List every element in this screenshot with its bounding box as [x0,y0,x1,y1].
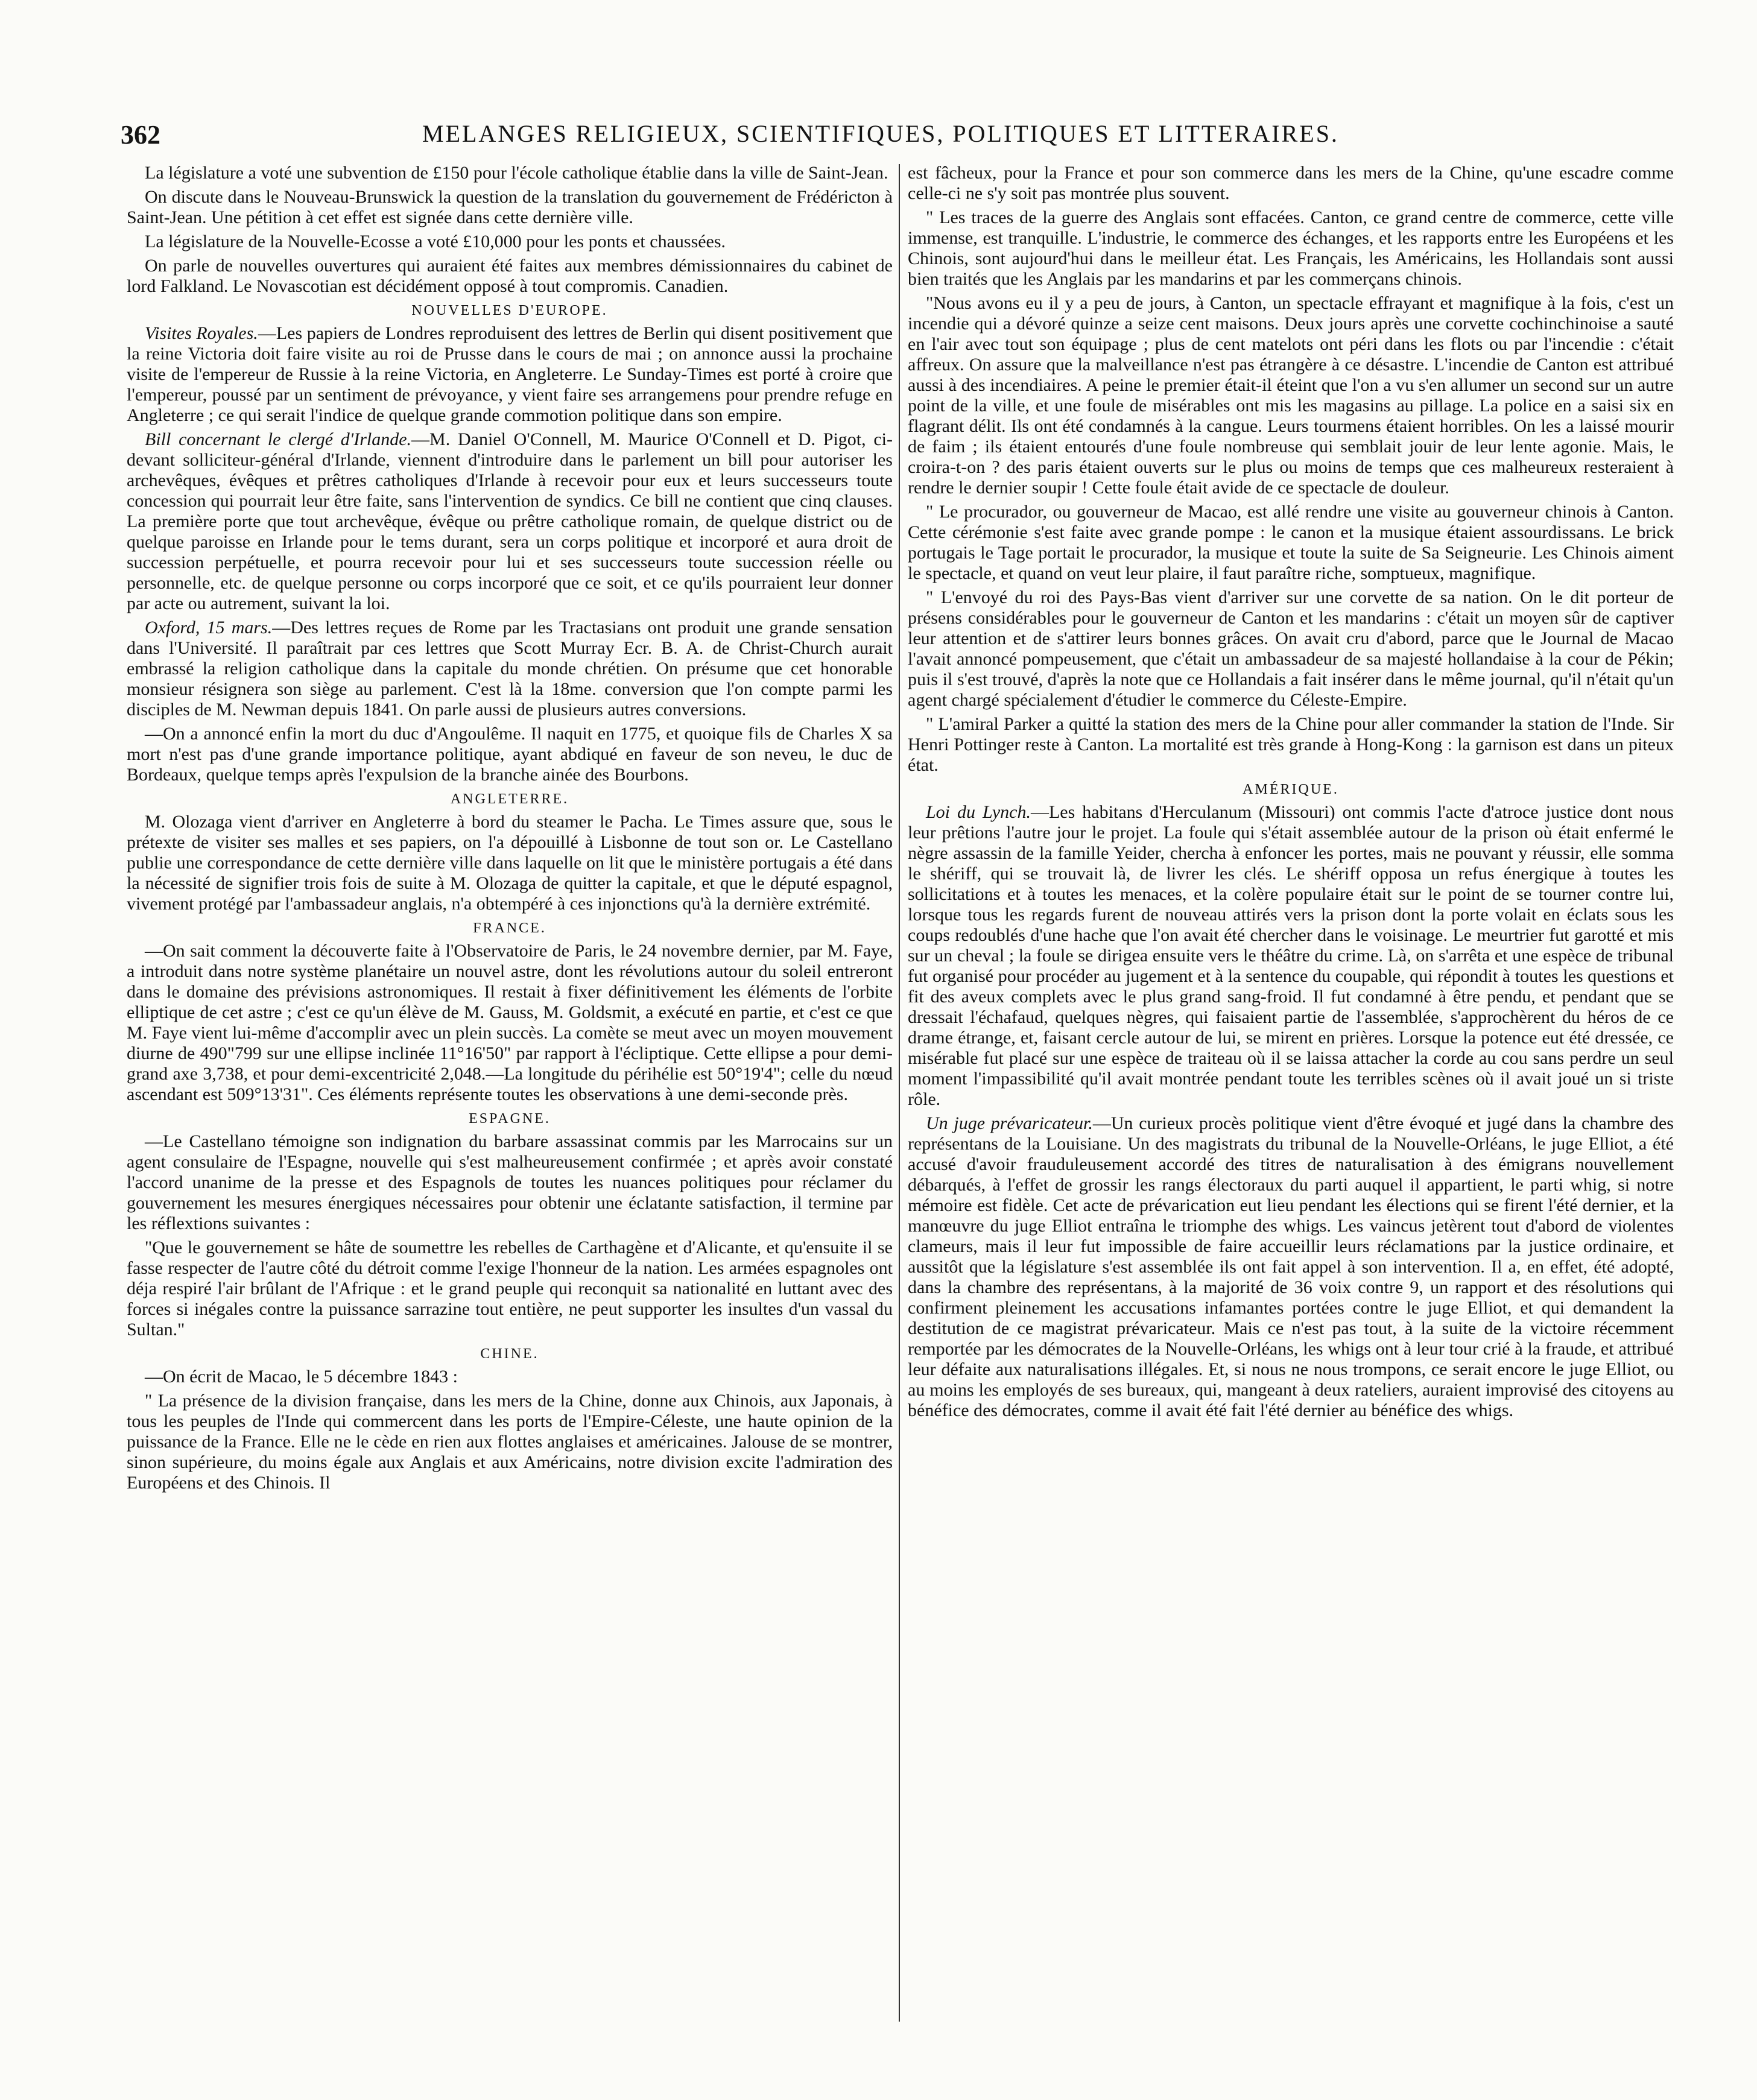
article-paragraph: "Nous avons eu il y a peu de jours, à Canton, un spectacle effrayant et magnifique à la fois, c'est un incendie qui a dévoré quinze a seize cent maisons. Deux jours après une corvette cochinchinoise a sauté en l'air avec tout son équipage ; plus de cent matelots ont péri dans les flots ou par l'incendie : c'était affreux. On assure que la malveillance n'est pas étrangère à ce désastre. L'incendie de Canton est attribué aussi à des incendiaires. A peine le premier était-il éteint que l'on a vu s'en allumer un second sur un autre point de la ville, et une foule de misérables ont mis les magasins au pillage. La police en a saisi six en flagrant délit. Ils ont été condamnés à la cangue. Leurs tourmens étaient horribles. On les a laissé mourir de faim ; ils étaient entourés d'une foule nombreuse qui semblait jouir de leur lente agonie. Mais, le croira-t-on ? des paris étaient ouverts sur le plus ou moins de temps que ces malheureux resteraient à rendre le dernier soupir ! Cette foule était avide de ce spectacle de douleur. [908,293,1674,498]
article-paragraph: " La présence de la division française, dans les mers de la Chine, donne aux Chinois, aux Japonais, à tous les peuples de l'Inde qui commercent dans les ports de l'Empire-Céleste, une haute opinion de la puissance de la France. Elle ne le cède en rien aux flottes anglaises et américaines. Jalouse de se montrer, sinon supérieure, du moins égale aux Anglais et aux Américains, notre division excite l'admiration des Européens et des Chinois. Il [127,1391,893,1493]
article-paragraph: On discute dans le Nouveau-Brunswick la question de la translation du gouvernement de Frédéricton à Saint-Jean. Une pétition à cet effet est signée dans cette dernière ville. [127,187,893,227]
article-paragraph: " Les traces de la guerre des Anglais sont effacées. Canton, ce grand centre de commerce, cette ville immense, est tranquille. L'industrie, le commerce des échanges, et les rapports entre les Européens et les Chinois, sont aujourd'hui dans le meilleur état. Les Français, les Américains, les Hollandais sont aussi bien traités que les Anglais par les mandarins et par les commerçans chinois. [908,207,1674,289]
column-divider [899,164,900,2022]
article-text: —Un curieux procès politique vient d'être évoqué et jugé dans la chambre des représentans de la Louisiane. Un des magistrats du tribunal de la Nouvelle-Orléans, le juge Elliot, a été accusé d'avoir frauduleusement accordé des titres de naturalisation à des émigrans nouvellement débarqués, à l'effet de grossir les rangs électoraux du parti auquel il appartient, le parti whig, si notre mémoire est fidèle. Cet acte de prévarication eut lieu pendant les élections qui se firent l'été dernier, et la manœuvre du juge Elliot entraîna le triomphe des whigs. Les vaincus jetèrent tout d'abord de violentes clameurs, mais il leur fut impossible de faire accueillir leurs réclamations par la justice ordinaire, et aussitôt que la législature s'est assemblée ils ont fait appel à son intervention. Il a, en effet, été adopté, dans la chambre des représentans, à la majorité de 36 voix contre 9, un rapport et des résolutions qui confirment pleinement les accusations infamantes portées contre le juge Elliot, et qui demandent la destitution de ce magistrat prévaricateur. Mais ce n'est pas tout, à la suite de la victoire récemment remportée par les démocrates de la Nouvelle-Orléans, les whigs ont à leur tour crié à la fraude, et attribué leur défaite aux naturalisations illégales. Et, si nous ne nous trompons, ce serait encore le juge Elliot, ou au moins les employés de ses bureaux, qui, mangeant à deux rateliers, auraient improvisé des citoyens au bénéfice des démocrates, comme il avait été fait l'été dernier au bénéfice des whigs. [908,1113,1674,1420]
article-paragraph: On parle de nouvelles ouvertures qui auraient été faites aux membres démissionnaires du cabinet de lord Falkland. Le Novascotian est décidément opposé à tout compromis. Canadien. [127,256,893,296]
article-lead: Visites Royales. [145,323,258,343]
article-paragraph [908,1113,1674,1421]
page-number: 362 [121,120,160,150]
article-paragraph: est fâcheux, pour la France et pour son commerce dans les mers de la Chine, qu'une escadre comme celle-ci ne s'y soit pas montrée plus souvent. [908,163,1674,203]
article-lead: Oxford, 15 mars. [145,618,273,637]
article-text: —Les papiers de Londres reproduisent des lettres de Berlin qui disent positivement que la reine Victoria doit faire visite au roi de Prusse dans le cours de mai ; on annonce aussi la prochaine visite de l'empereur de Russie à la reine Victoria, en Angleterre. Le Sunday-Times est porté à croire que l'empereur, poussé par un sentiment de prévoyance, y vient faire ses arrangemens pour prendre refuge en Angleterre ; ce qui serait l'indice de quelque grande commotion politique dans son empire. [127,323,893,425]
article-paragraph: —On a annoncé enfin la mort du duc d'Angoulême. Il naquit en 1775, et quoique fils de Charles X sa mort n'est pas d'une grande importance politique, ayant abdiqué en faveur de son neveu, le duc de Bordeaux, quelque temps après l'expulsion de la branche ainée des Bourbons. [127,724,893,785]
running-title: MELANGES RELIGIEUX, SCIENTIFIQUES, POLITIQUES ET LITTERAIRES. [422,120,1339,147]
article-paragraph: " L'envoyé du roi des Pays-Bas vient d'arriver sur une corvette de sa nation. On le dit porteur de présens considérables pour le gouverneur de Canton et les mandarins : c'était un moyen sûr de captiver leur attention et de s'attirer leurs bonnes grâces. On avait cru d'abord, parce que le Journal de Macao l'avait annoncé pompeusement, que c'était un ambassadeur de sa majesté hollandaise à la cour de Pékin; puis il s'est trouvé, d'après la note que ce Hollandais a fait insérer dans le même journal, qu'il n'était qu'un agent chargé spécialement d'étudier le commerce du Céleste-Empire. [908,587,1674,710]
section-heading: ANGLETERRE. [450,791,569,807]
article-text: —Les habitans d'Herculanum (Missouri) ont commis l'acte d'atroce justice dont nous leur prêtions l'autre jour le projet. La foule qui s'était assemblée autour de la prison où était enfermé le nègre assassin de la famille Yeider, chercha à enfoncer les portes, mais ne pouvant y réussir, elle somma le shériff, qui se trouvait là, de livrer les clés. Le shériff opposa un refus énergique à toutes les sollicitations et à toutes les menaces, et la colère populaire était sur le point de se tourner contre lui, lorsque tous les regards furent de nouveau attirés vers la prison dont la porte volait en éclats sous les coups redoublés d'une hache que l'on avait été chercher dans le voisinage. Le meurtrier fut garotté et mis sur un cheval ; la foule se dirigea ensuite vers le théâtre du crime. Là, on s'arrêta et une espèce de tribunal fut organisé pour procéder au jugement et à la sentence du coupable, qui répondit à toutes les questions et fit des aveux complets avec le plus grand sang-froid. Il fut condamné à être pendu, et pendant que se dressait l'échafaud, quelques nègres, qui faisaient partie de l'assemblée, s'approchèrent du héros de ce drame étrange, et, faisant cercle autour de lui, se mirent en prières. Lorsque la potence eut été dressée, ce misérable fut placé sur une espèce de traiteau où il se laissa attacher la corde au cou sans perdre un seul moment l'impassibilité qu'il avait montrée pendant toute les terribles scènes où il avait joué un si triste rôle. [908,802,1674,1109]
article-lead: Loi du Lynch. [926,802,1031,822]
article-paragraph [127,618,893,720]
section-heading: CHINE. [480,1346,539,1362]
article-text: —Des lettres reçues de Rome par les Tractasians ont produit une grande sensation dans l'Université. Il paraîtrait par ces lettres que Scott Murray Ecr. B. A. de Christ-Church aurait embrassé la religion catholique dans la capitale du monde chrétien. On présume que cet honorable monsieur résignera son siège au parlement. C'est là la 18me. conversion que l'on compte parmi les disciples de M. Newman depuis 1841. On parle aussi de plusieurs autres conversions. [127,618,893,720]
section-heading: ESPAGNE. [469,1111,551,1127]
article-paragraph: La législature a voté une subvention de £150 pour l'école catholique établie dans la ville de Saint-Jean. [145,163,888,183]
right-column [908,163,1674,2051]
article-text: —M. Daniel O'Connell, M. Maurice O'Connell et D. Pigot, ci-devant solliciteur-général d'Irlande, viennent d'introduire dans le parlement un bill pour autoriser les archevêques, évêques et prêtres catholiques d'Irlande à recevoir pour eux et leurs successeurs toute concession qui pourrait leur être faite, sans l'intervention de syndics. Ce bill ne contient que cinq clauses. La première porte que tout archevêque, évêque ou prêtre catholique romain, de quelque district ou de quelque paroisse en Irlande pour le tems durant, sera un corps politique et incorporé et aura droit de succession perpétuelle, et pourra recevoir pour lui et ses successeurs toute succession réelle ou personnelle, etc. de quelque personne ou corps incorporé que ce soit, et ce qu'ils pourraient leur donner par acte ou autrement, suivant la loi. [127,429,893,613]
article-paragraph: La législature de la Nouvelle-Ecosse a voté £10,000 pour les ponts et chaussées. [145,232,726,251]
article-paragraph: —Le Castellano témoigne son indignation du barbare assassinat commis par les Marrocains sur un agent consulaire de l'Espagne, nouvelle qui s'est malheureusement confirmée ; et après avoir constaté l'accord unanime de la presse et des Espagnols de toutes les nuances politiques pour réclamer du gouvernement les mesures énergiques nécessaires pour obtenir une éclatante satisfaction, il termine par les réflextions suivantes : [127,1131,893,1233]
article-paragraph [908,802,1674,1110]
left-column [127,163,893,2051]
article-paragraph: —On écrit de Macao, le 5 décembre 1843 : [145,1367,458,1387]
article-paragraph [127,429,893,614]
article-paragraph: —On sait comment la découverte faite à l'Observatoire de Paris, le 24 novembre dernier, par M. Faye, a introduit dans notre système planétaire un nouvel astre, dont les révolutions autour du soleil entreront dans le domaine des prévisions astronomiques. Il restait à fixer définitivement les éléments de l'orbite elliptique de cet astre ; c'est ce qu'un élève de M. Gauss, M. Goldsmit, a exécuté en partie, et c'est ce que M. Faye vient lui-même d'accomplir avec un plein succès. La comète se meut avec un moyen mouvement diurne de 490"799 sur une ellipse inclinée 11°16'50" par rapport à l'écliptique. Cette ellipse a pour demi-grand axe 3,738, et pour demi-excentricité 2,048.—La longitude du périhélie est 50°19'4"; celle du nœud ascendant est 509°13'31". Ces éléments représente toutes les observations à une demi-seconde près. [127,941,893,1104]
section-heading: FRANCE. [473,920,546,936]
article-paragraph: "Que le gouvernement se hâte de soumettre les rebelles de Carthagène et d'Alicante, et qu'ensuite il se fasse respecter de l'autre côté du détroit comme l'exige l'honneur de la nation. Les armées espagnoles ont déja respiré l'air brûlant de l'Afrique : et le grand peuple qui reconquit sa nationalité en luttant avec des forces si inégales contre la puissance sarrazine tout entière, ne peut supporter les insultes d'un vassal du Sultan." [127,1238,893,1339]
section-heading: NOUVELLES D'EUROPE. [411,303,608,318]
article-lead: Un juge prévaricateur. [926,1113,1093,1133]
article-paragraph [127,323,893,426]
article-paragraph: " L'amiral Parker a quitté la station des mers de la Chine pour aller commander la station de l'Inde. Sir Henri Pottinger reste à Canton. La mortalité est très grande à Hong-Kong : la garnison est dans un piteux état. [908,714,1674,775]
section-heading: AMÉRIQUE. [1243,782,1339,797]
article-lead: Bill concernant le clergé d'Irlande. [145,429,412,449]
page-header [121,119,1677,158]
article-paragraph: M. Olozaga vient d'arriver en Angleterre à bord du steamer le Pacha. Le Times assure que, sous le prétexte de visiter ses malles et ses papiers, on l'a dépouillé à Lisbonne de tout son or. Le Castellano publie une correspondance de cette dernière ville dans laquelle on lit que le ministère portugais a été dans la nécessité de signifier trois fois de suite à M. Olozaga de quitter la capitale, et que le député espagnol, vivement protégé par l'ambassadeur anglais, n'a obtempéré à ces injonctions qu'à la dernière extrémité. [127,812,893,914]
article-paragraph: " Le procurador, ou gouverneur de Macao, est allé rendre une visite au gouverneur chinois à Canton. Cette cérémonie s'est faite avec grande pompe : le canon et la musique étaient assourdissans. Le brick portugais le Tage portait le procurador, la musique et toute la suite de Sa Seigneurie. Les Chinois aiment le spectacle, et quand on veut leur plaire, il faut paraître riche, somptueux, magnifique. [908,502,1674,583]
